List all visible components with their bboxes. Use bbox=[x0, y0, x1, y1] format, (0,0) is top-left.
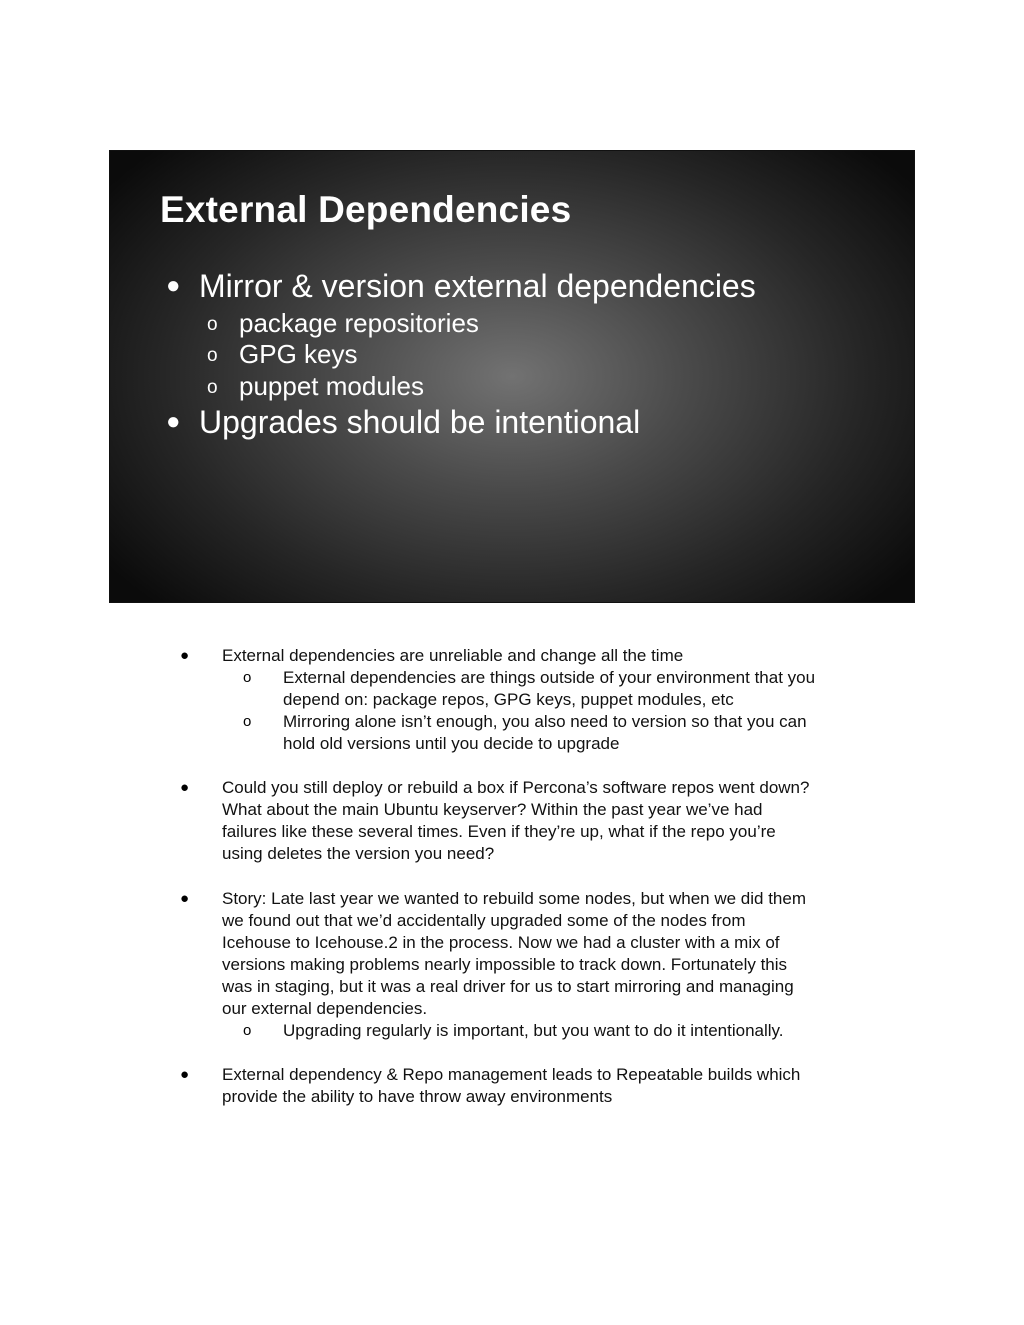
note-text: What about the main Ubuntu keyserver? Within the past year we’ve had bbox=[222, 800, 763, 819]
note-text: provide the ability to have throw away environments bbox=[222, 1087, 613, 1106]
sub-bullet-icon: o bbox=[243, 669, 252, 686]
bullet-icon: ● bbox=[180, 647, 190, 664]
bullet-icon: ● bbox=[180, 890, 190, 907]
note-text: our external dependencies. bbox=[222, 999, 428, 1018]
note-text: Icehouse to Icehouse.2 in the process. Now we had a cluster with a mix of bbox=[222, 933, 780, 952]
note-text: was in staging, but it was a real driver for us to start mirroring and managing bbox=[222, 977, 794, 996]
note-text: Story: Late last year we wanted to rebuild some nodes, but when we did them bbox=[222, 889, 806, 908]
sub-bullet-icon: o bbox=[243, 713, 252, 730]
sub-bullet-icon: o bbox=[207, 377, 218, 398]
note-text: External dependencies are unreliable and change all the time bbox=[222, 646, 684, 665]
note-text: hold old versions until you decide to upgrade bbox=[283, 734, 620, 753]
bullet-icon: ● bbox=[180, 1066, 190, 1083]
bullet-icon: ● bbox=[180, 779, 190, 796]
note-text: depend on: package repos, GPG keys, puppet modules, etc bbox=[283, 690, 734, 709]
bullet-icon: ● bbox=[166, 272, 181, 299]
note-text: Could you still deploy or rebuild a box if Percona’s software repos went down? bbox=[222, 778, 810, 797]
note-text: failures like these several times. Even if they’re up, what if the repo you’re bbox=[222, 822, 776, 841]
note-text: Upgrading regularly is important, but you want to do it intentionally. bbox=[283, 1021, 784, 1040]
note-text: versions making problems nearly impossible to track down. Fortunately this bbox=[222, 955, 788, 974]
bullet-icon: ● bbox=[166, 408, 181, 435]
note-text: External dependency & Repo management leads to Repeatable builds which bbox=[222, 1065, 801, 1084]
sub-bullet-icon: o bbox=[207, 314, 218, 335]
note-text: using deletes the version you need? bbox=[222, 844, 495, 863]
note-text: External dependencies are things outside of your environment that you bbox=[283, 668, 816, 687]
slide-title: External Dependencies bbox=[160, 189, 572, 230]
note-text: we found out that we’d accidentally upgraded some of the nodes from bbox=[222, 911, 746, 930]
sub-bullet-icon: o bbox=[207, 345, 218, 366]
note-text: Mirroring alone isn’t enough, you also need to version so that you can bbox=[283, 712, 807, 731]
slide-image: External Dependencies ● Mirror & version external dependencies o package repositories o GPG keys o puppet modules ● Upgrades should be intentional bbox=[109, 150, 915, 603]
sub-bullet-icon: o bbox=[243, 1022, 252, 1039]
